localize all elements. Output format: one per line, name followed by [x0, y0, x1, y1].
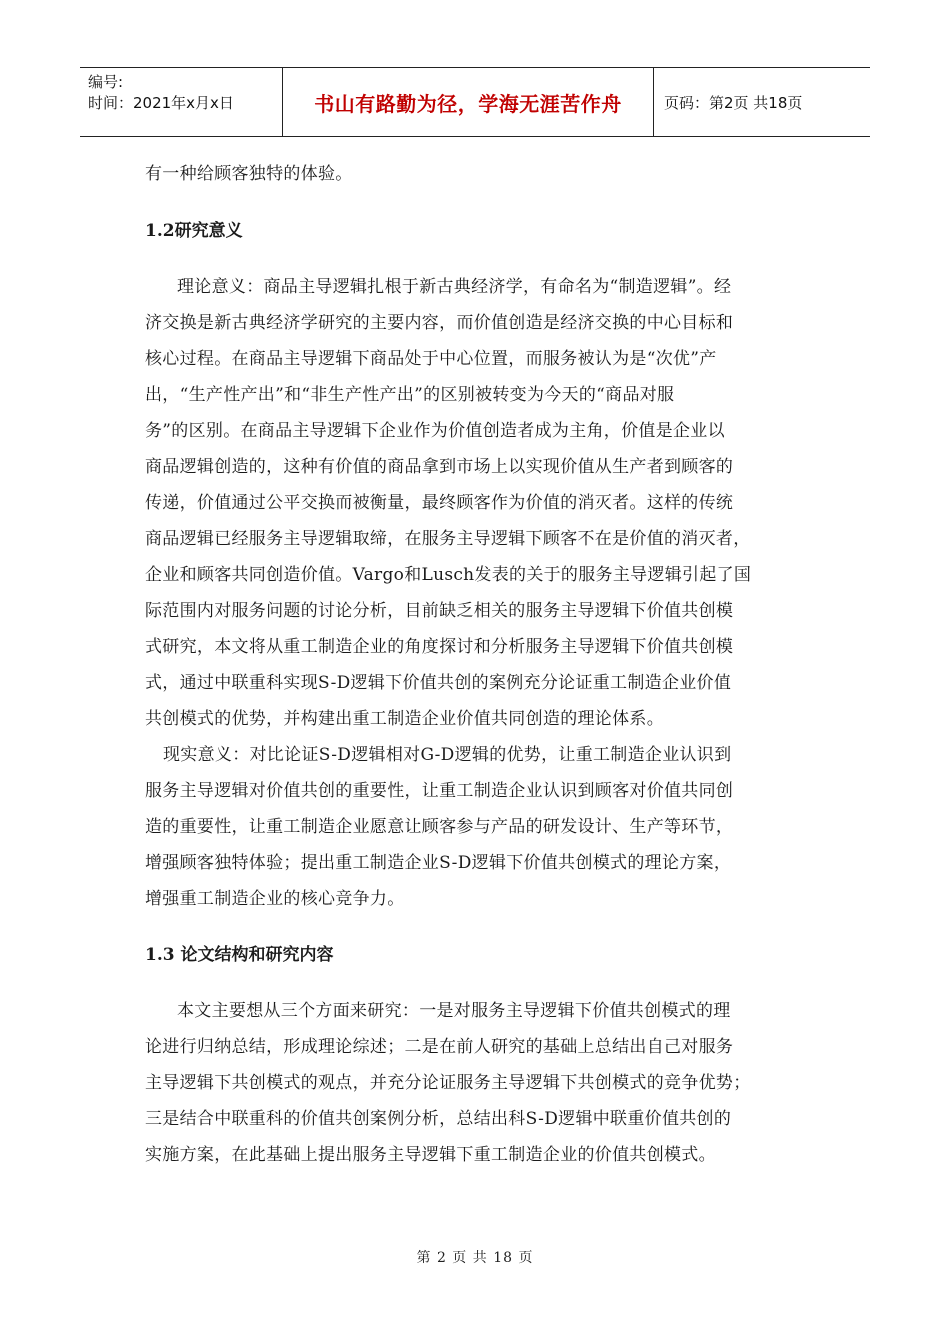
paragraph-line: 实施方案，在此基础上提出服务主导逻辑下重工制造企业的价值共创模式。 [145, 1145, 716, 1165]
paragraph-line: 三是结合中联重科的价值共创案例分析，总结出科S-D逻辑中联重价值共创的 [145, 1109, 732, 1129]
paragraph-line: 商品逻辑已经服务主导逻辑取缔，在服务主导逻辑下顾客不在是价值的消灭者， [145, 529, 751, 549]
paragraph-line: 现实意义：对比论证S-D逻辑相对G-D逻辑的优势，让重工制造企业认识到 [163, 745, 732, 765]
paragraph-line: 理论意义：商品主导逻辑扎根于新古典经济学，有命名为“制造逻辑”。经 [177, 277, 732, 297]
document-date: 时间：2021年x月x日 [88, 94, 234, 112]
header-meta [80, 68, 282, 136]
paragraph-line: 济交换是新古典经济学研究的主要内容，而价值创造是经济交换的中心目标和 [145, 313, 734, 333]
header-motto: 书山有路勤为径，学海无涯苦作舟 [314, 91, 622, 116]
paragraph-line: 造的重要性，让重工制造企业愿意让顾客参与产品的研发设计、生产等环节， [145, 817, 734, 837]
paragraph-line: 式，通过中联重科实现S-D逻辑下价值共创的案例充分论证重工制造企业价值 [145, 673, 732, 693]
section-1-2-heading: 1.2研究意义 [145, 221, 243, 241]
paragraph-line: 出，“生产性产出”和“非生产性产出”的区别被转变为今天的“商品对服 [145, 385, 675, 405]
paragraph-line: 务”的区别。在商品主导逻辑下企业作为价值创造者成为主角，价值是企业以 [145, 421, 725, 441]
document-body [145, 156, 815, 1173]
document-number-label: 编号: [88, 73, 124, 91]
section-1-2-paragraph-2 [145, 737, 815, 917]
paragraph-line: 企业和顾客共同创造价值。Vargo和Lusch发表的关于的服务主导逻辑引起了国 [145, 565, 752, 585]
paragraph-line: 增强顾客独特体验；提出重工制造企业S-D逻辑下价值共创模式的理论方案， [145, 853, 732, 873]
section-1-2-paragraph-1 [145, 269, 815, 737]
paragraph-line: 商品逻辑创造的，这种有价值的商品拿到市场上以实现价值从生产者到顾客的 [145, 457, 734, 477]
paragraph-line: 论进行归纳总结，形成理论综述；二是在前人研究的基础上总结出自己对服务 [145, 1037, 734, 1057]
paragraph-line: 核心过程。在商品主导逻辑下商品处于中心位置，而服务被认为是“次优”产 [145, 349, 717, 369]
paragraph-line: 际范围内对服务问题的讨论分析，目前缺乏相关的服务主导逻辑下价值共创模 [145, 601, 734, 621]
intro-line: 有一种给顾客独特的体验。 [145, 164, 353, 184]
paragraph-line: 传递，价值通过公平交换而被衡量，最终顾客作为价值的消灭者。这样的传统 [145, 493, 734, 513]
page-footer: 第 2 页 共 18 页 [416, 1250, 534, 1266]
paragraph-line: 服务主导逻辑对价值共创的重要性，让重工制造企业认识到顾客对价值共同创 [145, 781, 734, 801]
paragraph-line: 增强重工制造企业的核心竞争力。 [145, 889, 405, 909]
paragraph-line: 式研究，本文将从重工制造企业的角度探讨和分析服务主导逻辑下价值共创模 [145, 637, 734, 657]
paragraph-line: 主导逻辑下共创模式的观点，并充分论证服务主导逻辑下共创模式的竞争优势； [145, 1073, 751, 1093]
paragraph-line: 共创模式的优势，并构建出重工制造企业价值共同创造的理论体系。 [145, 709, 664, 729]
header-motto-cell [282, 68, 654, 136]
section-1-3-paragraph-1 [145, 993, 815, 1173]
section-1-3-heading: 1.3 论文结构和研究内容 [145, 945, 334, 965]
paragraph-line: 本文主要想从三个方面来研究：一是对服务主导逻辑下价值共创模式的理 [177, 1001, 731, 1021]
page-header [80, 67, 870, 137]
header-page-info: 页码：第2页 共18页 [664, 93, 803, 112]
